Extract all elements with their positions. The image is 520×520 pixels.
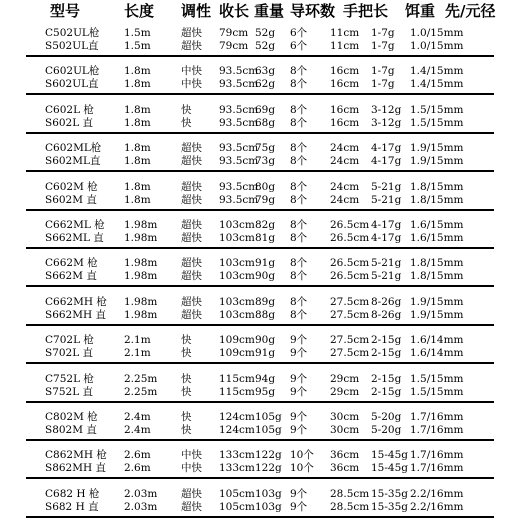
table-group [26, 102, 494, 134]
table-row [26, 193, 494, 207]
cell-guides: 6个 [290, 40, 308, 52]
cell-model: S752L 直 [45, 385, 94, 398]
cell-tip: 1.7/16mm [410, 462, 464, 475]
cell-guides: 8个 [290, 142, 308, 155]
cell-closed: 79cm [219, 27, 249, 39]
cell-guides: 6个 [290, 27, 308, 39]
cell-model: S802M 直 [45, 424, 97, 436]
table-row [26, 26, 494, 40]
table-row [26, 372, 494, 386]
cell-lure: 2-15g [371, 372, 402, 385]
table-row [26, 64, 494, 78]
cell-guides: 8个 [290, 308, 308, 321]
cell-lure: 15-45g [371, 449, 408, 462]
cell-weight: 90g [255, 334, 276, 347]
cell-handle: 16cm [330, 103, 360, 116]
cell-tip: 1.7/16mm [410, 411, 464, 423]
cell-weight: 91g [255, 257, 276, 270]
cell-tip: 1.4/15mm [410, 65, 464, 78]
table-row [26, 154, 494, 168]
cell-weight: 52g [255, 40, 276, 52]
table-row [26, 116, 494, 130]
cell-tip: 1.9/15mm [410, 308, 464, 321]
cell-model: S662ML 直 [45, 232, 104, 244]
cell-guides: 9个 [290, 372, 308, 385]
cell-weight: 94g [255, 372, 276, 385]
cell-tip: 1.6/15mm [410, 219, 464, 231]
cell-guides: 8个 [290, 270, 308, 283]
cell-lure: 8-26g [371, 308, 402, 321]
cell-guides: 8个 [290, 78, 308, 91]
table-row [26, 461, 494, 475]
cell-guides: 9个 [290, 411, 308, 423]
cell-length: 1.8m [124, 116, 151, 129]
cell-handle: 28.5cm [330, 500, 370, 513]
cell-action: 中快 [181, 462, 202, 475]
cell-weight: 122g [255, 449, 282, 462]
cell-handle: 16cm [330, 65, 360, 78]
table-row [26, 487, 494, 501]
cell-lure: 5-21g [371, 270, 402, 283]
cell-action: 快 [181, 372, 192, 385]
cell-tip: 1.5/15mm [410, 103, 464, 116]
table-row [26, 256, 494, 270]
cell-tip: 1.5/15mm [410, 385, 464, 398]
cell-closed: 103cm [219, 257, 255, 270]
cell-action: 超快 [181, 219, 202, 231]
cell-length: 2.03m [124, 487, 158, 500]
cell-lure: 2-15g [371, 334, 402, 347]
cell-closed: 103cm [219, 295, 255, 308]
cell-lure: 4-17g [371, 232, 402, 244]
table-row [26, 385, 494, 399]
cell-model: C502UL枪 [45, 27, 100, 39]
cell-guides: 8个 [290, 116, 308, 129]
cell-tip: 1.9/15mm [410, 295, 464, 308]
cell-length: 1.8m [124, 193, 151, 206]
cell-handle: 27.5cm [330, 334, 370, 347]
cell-guides: 8个 [290, 155, 308, 168]
table-group [26, 409, 494, 441]
cell-weight: 91g [255, 347, 276, 360]
cell-weight: 122g [255, 462, 282, 475]
cell-handle: 27.5cm [330, 308, 370, 321]
cell-closed: 93.5cm [219, 65, 259, 78]
cell-guides: 8个 [290, 193, 308, 206]
cell-model: S662M 直 [45, 270, 97, 283]
cell-tip: 2.2/16mm [410, 487, 464, 500]
cell-guides: 9个 [290, 347, 308, 360]
cell-model: S702L 直 [45, 347, 94, 360]
table-group [26, 332, 494, 364]
header-model: 型号 [50, 2, 81, 20]
cell-model: C602ML枪 [45, 142, 102, 155]
cell-handle: 26.5cm [330, 219, 370, 231]
cell-tip: 1.5/15mm [410, 372, 464, 385]
cell-tip: 1.8/15mm [410, 257, 464, 270]
header-lure: 饵重 [405, 2, 436, 20]
cell-weight: 75g [255, 142, 276, 155]
cell-weight: 63g [255, 65, 276, 78]
cell-lure: 3-12g [371, 103, 402, 116]
cell-tip: 1.0/15mm [410, 27, 464, 39]
cell-length: 2.03m [124, 500, 158, 513]
header-guides: 导环数 [290, 2, 336, 20]
table-row [26, 500, 494, 514]
table-row [26, 39, 494, 53]
cell-length: 1.98m [124, 219, 158, 231]
cell-model: C662ML 枪 [45, 219, 105, 231]
cell-weight: 105g [255, 411, 282, 423]
cell-lure: 1-7g [371, 40, 395, 52]
cell-guides: 8个 [290, 257, 308, 270]
cell-lure: 2-15g [371, 385, 402, 398]
table-row [26, 77, 494, 91]
cell-handle: 27.5cm [330, 347, 370, 360]
cell-model: S602L 直 [45, 116, 94, 129]
cell-weight: 62g [255, 78, 276, 91]
cell-tip: 1.9/15mm [410, 142, 464, 155]
table-row [26, 218, 494, 232]
table-row [26, 295, 494, 309]
table-group [26, 179, 494, 211]
cell-handle: 29cm [330, 385, 360, 398]
cell-model: S502UL直 [45, 40, 99, 52]
table-row [26, 180, 494, 194]
cell-model: C702L 枪 [45, 334, 94, 347]
cell-guides: 9个 [290, 385, 308, 398]
cell-guides: 9个 [290, 500, 308, 513]
cell-action: 超快 [181, 142, 202, 155]
cell-length: 1.98m [124, 270, 158, 283]
cell-tip: 1.8/15mm [410, 270, 464, 283]
cell-closed: 93.5cm [219, 116, 259, 129]
cell-lure: 5-21g [371, 180, 402, 193]
cell-tip: 1.6/15mm [410, 232, 464, 244]
cell-weight: 82g [255, 219, 276, 231]
cell-action: 中快 [181, 449, 202, 462]
cell-closed: 93.5cm [219, 103, 259, 116]
cell-tip: 1.7/16mm [410, 449, 464, 462]
cell-handle: 24cm [330, 142, 360, 155]
cell-guides: 8个 [290, 295, 308, 308]
cell-lure: 4-17g [371, 219, 402, 231]
cell-handle: 28.5cm [330, 487, 370, 500]
cell-lure: 15-35g [371, 500, 408, 513]
table-row [26, 346, 494, 360]
cell-closed: 124cm [219, 411, 255, 423]
cell-length: 2.6m [124, 449, 151, 462]
cell-tip: 1.6/14mm [410, 347, 464, 360]
table-row [26, 269, 494, 283]
cell-model: C602M 枪 [45, 180, 98, 193]
table-group [26, 447, 494, 479]
table-row [26, 410, 494, 424]
cell-action: 超快 [181, 295, 202, 308]
cell-length: 1.98m [124, 232, 158, 244]
cell-handle: 11cm [330, 40, 360, 52]
cell-model: C662MH 枪 [45, 295, 107, 308]
cell-lure: 5-20g [371, 424, 402, 436]
cell-tip: 2.2/16mm [410, 500, 464, 513]
cell-handle: 16cm [330, 116, 360, 129]
cell-closed: 103cm [219, 219, 255, 231]
cell-action: 超快 [181, 487, 202, 500]
table-group [26, 486, 494, 518]
cell-length: 1.98m [124, 308, 158, 321]
cell-tip: 1.0/15mm [410, 40, 464, 52]
table-group [26, 255, 494, 287]
cell-length: 2.25m [124, 372, 158, 385]
cell-length: 1.98m [124, 257, 158, 270]
table-row [26, 423, 494, 437]
header-weight: 重量 [254, 2, 285, 20]
cell-lure: 1-7g [371, 65, 395, 78]
cell-lure: 4-17g [371, 155, 402, 168]
cell-handle: 30cm [330, 424, 360, 436]
cell-action: 快 [181, 411, 192, 423]
cell-weight: 105g [255, 424, 282, 436]
cell-model: C602L 枪 [45, 103, 94, 116]
table-group [26, 63, 494, 95]
cell-lure: 5-21g [371, 193, 402, 206]
cell-lure: 4-17g [371, 142, 402, 155]
cell-weight: 89g [255, 295, 276, 308]
cell-handle: 24cm [330, 193, 360, 206]
table-row [26, 141, 494, 155]
cell-weight: 69g [255, 103, 276, 116]
cell-length: 1.98m [124, 295, 158, 308]
table-row [26, 231, 494, 245]
cell-closed: 79cm [219, 40, 249, 52]
cell-action: 快 [181, 385, 192, 398]
cell-closed: 103cm [219, 232, 255, 244]
cell-length: 1.8m [124, 78, 151, 91]
table-group [26, 371, 494, 403]
header-length: 长度 [124, 2, 155, 20]
cell-length: 2.1m [124, 347, 151, 360]
cell-length: 1.5m [124, 27, 151, 39]
cell-closed: 105cm [219, 487, 255, 500]
cell-tip: 1.8/15mm [410, 180, 464, 193]
cell-action: 超快 [181, 270, 202, 283]
cell-action: 超快 [181, 500, 202, 513]
cell-closed: 93.5cm [219, 180, 259, 193]
cell-action: 快 [181, 334, 192, 347]
cell-weight: 79g [255, 193, 276, 206]
cell-closed: 115cm [219, 372, 255, 385]
cell-closed: 93.5cm [219, 193, 259, 206]
cell-guides: 10个 [290, 462, 314, 475]
header-handle: 手把长 [343, 2, 389, 20]
cell-action: 超快 [181, 308, 202, 321]
cell-tip: 1.7/16mm [410, 424, 464, 436]
cell-weight: 90g [255, 270, 276, 283]
cell-model: S602ML直 [45, 155, 101, 168]
table-group [26, 140, 494, 172]
cell-guides: 9个 [290, 487, 308, 500]
cell-handle: 30cm [330, 411, 360, 423]
cell-closed: 124cm [219, 424, 255, 436]
cell-lure: 1-7g [371, 27, 395, 39]
cell-length: 2.4m [124, 424, 151, 436]
cell-model: C662M 枪 [45, 257, 98, 270]
cell-tip: 1.5/15mm [410, 116, 464, 129]
cell-action: 快 [181, 424, 192, 436]
cell-weight: 95g [255, 385, 276, 398]
cell-lure: 5-20g [371, 411, 402, 423]
cell-handle: 29cm [330, 372, 360, 385]
cell-weight: 80g [255, 180, 276, 193]
cell-handle: 24cm [330, 155, 360, 168]
cell-guides: 8个 [290, 103, 308, 116]
cell-action: 快 [181, 103, 192, 116]
header-closed: 收长 [219, 2, 250, 20]
cell-weight: 103g [255, 500, 282, 513]
cell-handle: 26.5cm [330, 232, 370, 244]
cell-weight: 68g [255, 116, 276, 129]
cell-action: 超快 [181, 232, 202, 244]
cell-length: 2.4m [124, 411, 151, 423]
cell-action: 超快 [181, 180, 202, 193]
table-group [26, 294, 494, 326]
cell-length: 2.1m [124, 334, 151, 347]
cell-handle: 24cm [330, 180, 360, 193]
cell-model: S602UL直 [45, 78, 99, 91]
cell-handle: 27.5cm [330, 295, 370, 308]
header-tip: 先/元径 [445, 2, 496, 20]
cell-weight: 88g [255, 308, 276, 321]
cell-length: 1.8m [124, 142, 151, 155]
cell-length: 1.8m [124, 103, 151, 116]
cell-model: C602UL枪 [45, 65, 100, 78]
cell-model: C682 H 枪 [45, 487, 100, 500]
cell-handle: 11cm [330, 27, 360, 39]
cell-lure: 15-35g [371, 487, 408, 500]
cell-weight: 73g [255, 155, 276, 168]
cell-tip: 1.4/15mm [410, 78, 464, 91]
cell-closed: 103cm [219, 308, 255, 321]
table-group [26, 217, 494, 249]
cell-closed: 133cm [219, 449, 255, 462]
header-action: 调性 [181, 2, 212, 20]
cell-closed: 109cm [219, 334, 255, 347]
cell-handle: 36cm [330, 462, 360, 475]
cell-handle: 36cm [330, 449, 360, 462]
cell-tip: 1.9/15mm [410, 155, 464, 168]
cell-weight: 103g [255, 487, 282, 500]
cell-model: C752L 枪 [45, 372, 94, 385]
cell-model: S602M 直 [45, 193, 97, 206]
cell-closed: 115cm [219, 385, 255, 398]
cell-weight: 81g [255, 232, 276, 244]
cell-length: 2.6m [124, 462, 151, 475]
cell-closed: 93.5cm [219, 155, 259, 168]
cell-closed: 93.5cm [219, 78, 259, 91]
cell-action: 超快 [181, 27, 202, 39]
cell-model: S662MH 直 [45, 308, 106, 321]
cell-handle: 26.5cm [330, 257, 370, 270]
cell-length: 1.5m [124, 40, 151, 52]
cell-guides: 8个 [290, 219, 308, 231]
cell-guides: 9个 [290, 334, 308, 347]
cell-model: C862MH 枪 [45, 449, 107, 462]
cell-action: 超快 [181, 257, 202, 270]
cell-action: 超快 [181, 40, 202, 52]
cell-closed: 93.5cm [219, 142, 259, 155]
cell-model: C802M 枪 [45, 411, 98, 423]
cell-lure: 1-7g [371, 78, 395, 91]
cell-closed: 105cm [219, 500, 255, 513]
cell-closed: 109cm [219, 347, 255, 360]
cell-lure: 2-15g [371, 347, 402, 360]
cell-lure: 15-45g [371, 462, 408, 475]
cell-model: S682 H 直 [45, 500, 99, 513]
cell-handle: 26.5cm [330, 270, 370, 283]
cell-tip: 1.6/14mm [410, 334, 464, 347]
cell-guides: 8个 [290, 65, 308, 78]
cell-closed: 133cm [219, 462, 255, 475]
cell-guides: 10个 [290, 449, 314, 462]
table-row [26, 103, 494, 117]
cell-length: 1.8m [124, 155, 151, 168]
cell-action: 快 [181, 347, 192, 360]
cell-weight: 52g [255, 27, 276, 39]
table-row [26, 308, 494, 322]
cell-action: 中快 [181, 65, 202, 78]
cell-action: 超快 [181, 193, 202, 206]
table-group [26, 25, 494, 57]
cell-action: 超快 [181, 155, 202, 168]
cell-tip: 1.8/15mm [410, 193, 464, 206]
table-header [0, 0, 520, 22]
cell-action: 中快 [181, 78, 202, 91]
cell-handle: 16cm [330, 78, 360, 91]
cell-guides: 8个 [290, 180, 308, 193]
table-row [26, 448, 494, 462]
table-row [26, 333, 494, 347]
cell-lure: 8-26g [371, 295, 402, 308]
cell-guides: 9个 [290, 424, 308, 436]
cell-closed: 103cm [219, 270, 255, 283]
cell-length: 1.8m [124, 180, 151, 193]
cell-action: 快 [181, 116, 192, 129]
cell-lure: 3-12g [371, 116, 402, 129]
cell-length: 2.25m [124, 385, 158, 398]
cell-guides: 8个 [290, 232, 308, 244]
cell-model: S862MH 直 [45, 462, 106, 475]
cell-lure: 5-21g [371, 257, 402, 270]
cell-length: 1.8m [124, 65, 151, 78]
